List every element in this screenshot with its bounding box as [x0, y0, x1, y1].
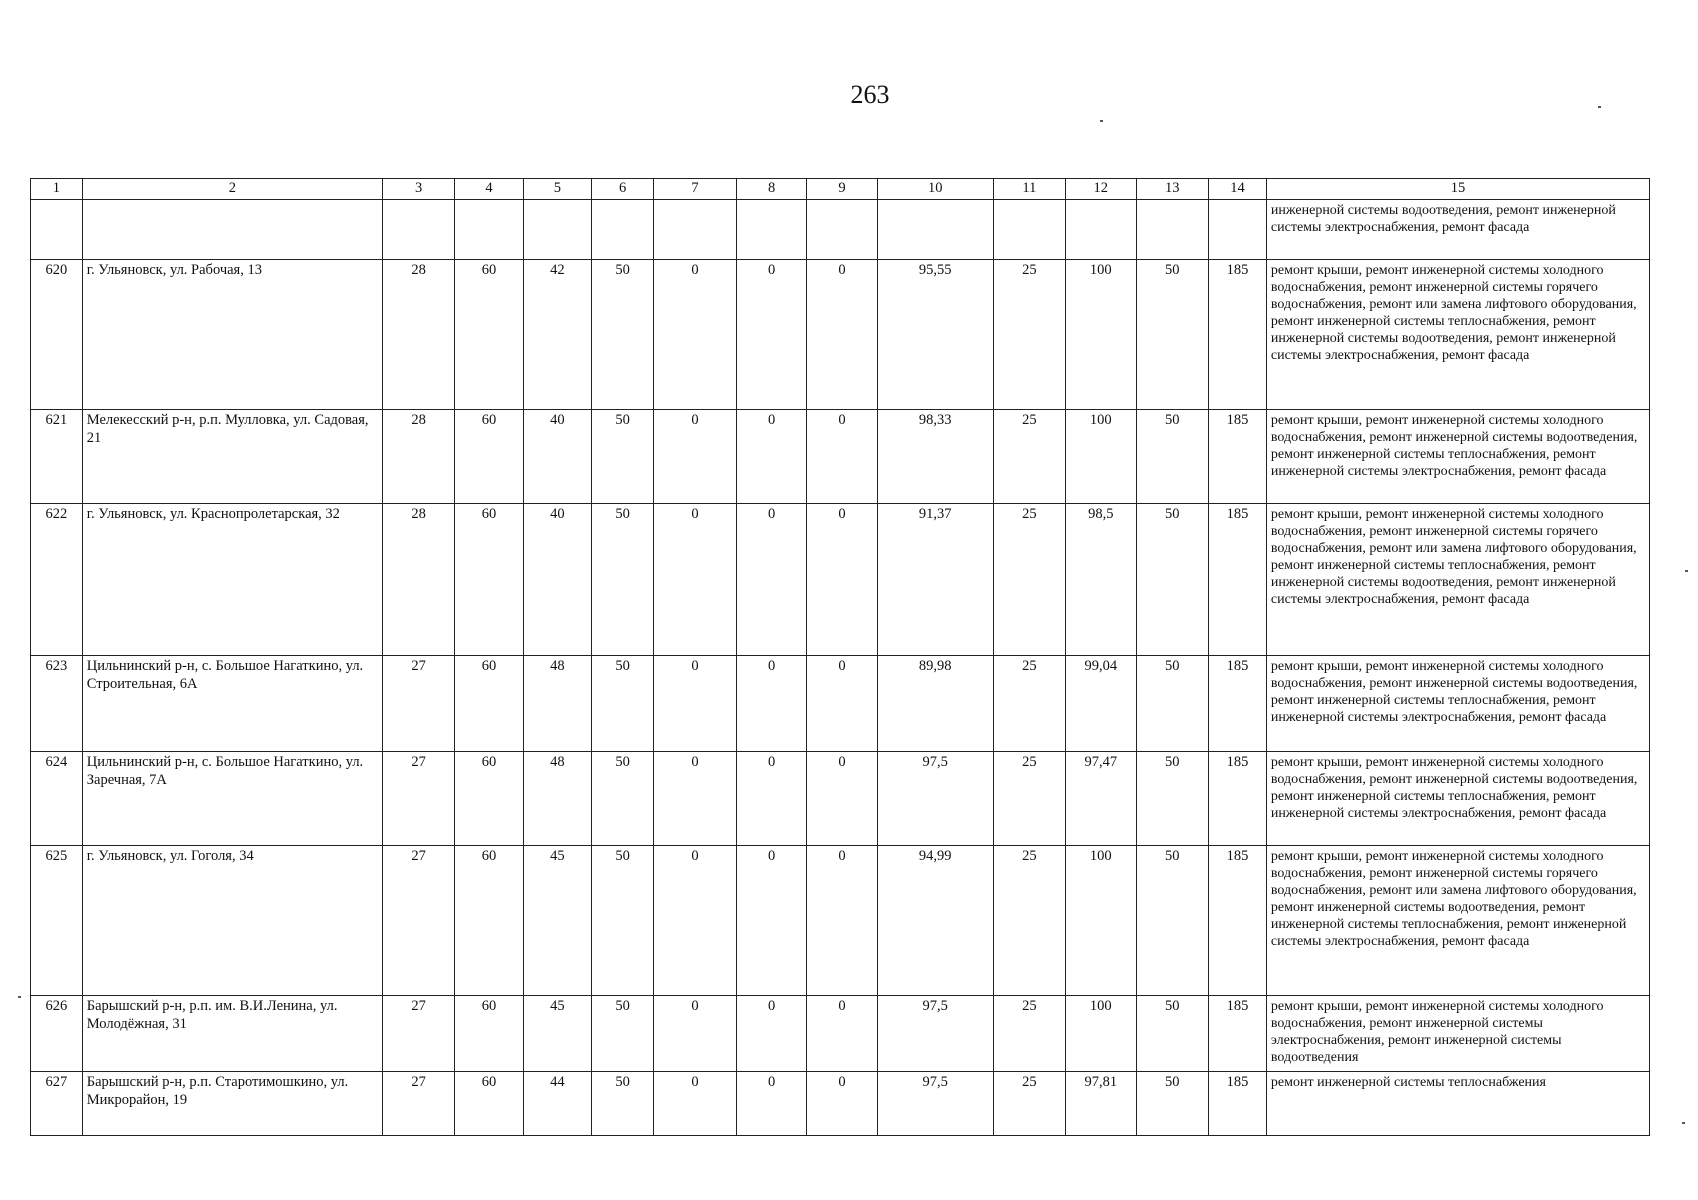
col-7-value: 0 — [654, 656, 737, 752]
col-6-value: 50 — [592, 656, 654, 752]
col-11-value: 25 — [993, 846, 1065, 996]
works-list: ремонт крыши, ремонт инженерной системы холодного водоснабжения, ремонт инженерной системы горячего водоснабжения, ремонт или замена лифтового оборудования, ремонт инженерной системы теплоснабжения, ремонт инженерной системы водоотведения, ремонт инженерной системы электроснабжения, ремонт фасада — [1266, 260, 1649, 410]
col-6-value: 50 — [592, 260, 654, 410]
table-row — [31, 410, 1650, 504]
scan-speck — [18, 996, 21, 998]
col-9-value: 0 — [807, 752, 877, 846]
col-6-value — [592, 200, 654, 260]
row-number: 623 — [31, 656, 83, 752]
col-4-value: 60 — [455, 656, 523, 752]
col-4-value: 60 — [455, 846, 523, 996]
col-4-value — [455, 200, 523, 260]
column-header: 1 — [31, 179, 83, 200]
col-10-value: 91,37 — [877, 504, 993, 656]
col-4-value: 60 — [455, 410, 523, 504]
row-number: 626 — [31, 996, 83, 1072]
col-14-value: 185 — [1208, 410, 1266, 504]
column-header: 2 — [82, 179, 382, 200]
col-14-value: 185 — [1208, 1072, 1266, 1136]
col-13-value: 50 — [1136, 656, 1208, 752]
col-14-value: 185 — [1208, 260, 1266, 410]
col-12-value: 97,47 — [1066, 752, 1136, 846]
works-list: ремонт крыши, ремонт инженерной системы холодного водоснабжения, ремонт инженерной системы водоотведения, ремонт инженерной системы теплоснабжения, ремонт инженерной системы электроснабжения, ремонт фасада — [1266, 410, 1649, 504]
col-7-value — [654, 200, 737, 260]
column-header: 5 — [523, 179, 591, 200]
row-number: 625 — [31, 846, 83, 996]
col-5-value: 44 — [523, 1072, 591, 1136]
col-9-value: 0 — [807, 996, 877, 1072]
col-8-value: 0 — [736, 656, 806, 752]
col-10-value: 89,98 — [877, 656, 993, 752]
works-list: инженерной системы водоотведения, ремонт инженерной системы электроснабжения, ремонт фасада — [1266, 200, 1649, 260]
address: Мелекесский р-н, р.п. Мулловка, ул. Садовая, 21 — [82, 410, 382, 504]
col-6-value: 50 — [592, 504, 654, 656]
row-number: 620 — [31, 260, 83, 410]
col-11-value: 25 — [993, 410, 1065, 504]
col-4-value: 60 — [455, 504, 523, 656]
col-5-value: 40 — [523, 504, 591, 656]
col-14-value: 185 — [1208, 504, 1266, 656]
row-number: 627 — [31, 1072, 83, 1136]
col-9-value: 0 — [807, 410, 877, 504]
col-13-value — [1136, 200, 1208, 260]
col-12-value: 99,04 — [1066, 656, 1136, 752]
col-6-value: 50 — [592, 996, 654, 1072]
col-12-value: 100 — [1066, 410, 1136, 504]
col-13-value: 50 — [1136, 752, 1208, 846]
col-12-value: 97,81 — [1066, 1072, 1136, 1136]
col-12-value: 98,5 — [1066, 504, 1136, 656]
row-number — [31, 200, 83, 260]
col-7-value: 0 — [654, 996, 737, 1072]
col-8-value: 0 — [736, 996, 806, 1072]
works-list: ремонт крыши, ремонт инженерной системы холодного водоснабжения, ремонт инженерной системы водоотведения, ремонт инженерной системы теплоснабжения, ремонт инженерной системы электроснабжения, ремонт фасада — [1266, 752, 1649, 846]
address: Цильнинский р-н, с. Большое Нагаткино, ул. Строительная, 6А — [82, 656, 382, 752]
col-3-value: 27 — [382, 656, 454, 752]
col-3-value: 28 — [382, 260, 454, 410]
col-8-value: 0 — [736, 752, 806, 846]
table-row — [31, 846, 1650, 996]
col-3-value: 27 — [382, 752, 454, 846]
col-9-value — [807, 200, 877, 260]
col-7-value: 0 — [654, 410, 737, 504]
address: г. Ульяновск, ул. Краснопролетарская, 32 — [82, 504, 382, 656]
table-row — [31, 656, 1650, 752]
works-list: ремонт крыши, ремонт инженерной системы холодного водоснабжения, ремонт инженерной системы горячего водоснабжения, ремонт или замена лифтового оборудования, ремонт инженерной системы водоотведения, ремонт инженерной системы теплоснабжения, ремонт инженерной системы электроснабжения, ремонт фасада — [1266, 846, 1649, 996]
col-5-value: 45 — [523, 846, 591, 996]
col-12-value: 100 — [1066, 846, 1136, 996]
col-5-value: 40 — [523, 410, 591, 504]
column-header: 12 — [1066, 179, 1136, 200]
row-number: 624 — [31, 752, 83, 846]
col-11-value: 25 — [993, 996, 1065, 1072]
column-header: 10 — [877, 179, 993, 200]
col-3-value: 27 — [382, 996, 454, 1072]
col-4-value: 60 — [455, 1072, 523, 1136]
col-7-value: 0 — [654, 752, 737, 846]
table-row — [31, 996, 1650, 1072]
table-row — [31, 1072, 1650, 1136]
scan-speck — [1598, 106, 1601, 108]
address: г. Ульяновск, ул. Гоголя, 34 — [82, 846, 382, 996]
table-row — [31, 504, 1650, 656]
address: Цильнинский р-н, с. Большое Нагаткино, ул. Заречная, 7А — [82, 752, 382, 846]
col-5-value: 45 — [523, 996, 591, 1072]
col-9-value: 0 — [807, 260, 877, 410]
col-9-value: 0 — [807, 504, 877, 656]
column-header: 3 — [382, 179, 454, 200]
col-11-value: 25 — [993, 656, 1065, 752]
col-14-value: 185 — [1208, 996, 1266, 1072]
column-header: 11 — [993, 179, 1065, 200]
col-3-value: 27 — [382, 1072, 454, 1136]
col-8-value: 0 — [736, 410, 806, 504]
address: Барышский р-н, р.п. Старотимошкино, ул. Микрорайон, 19 — [82, 1072, 382, 1136]
table-header-row — [31, 179, 1650, 200]
column-header: 8 — [736, 179, 806, 200]
col-14-value: 185 — [1208, 752, 1266, 846]
col-10-value: 94,99 — [877, 846, 993, 996]
column-header: 6 — [592, 179, 654, 200]
column-header: 4 — [455, 179, 523, 200]
col-5-value: 48 — [523, 752, 591, 846]
column-header: 13 — [1136, 179, 1208, 200]
col-3-value: 28 — [382, 504, 454, 656]
col-9-value: 0 — [807, 846, 877, 996]
address: Барышский р-н, р.п. им. В.И.Ленина, ул. Молодёжная, 31 — [82, 996, 382, 1072]
address — [82, 200, 382, 260]
col-14-value: 185 — [1208, 846, 1266, 996]
col-12-value — [1066, 200, 1136, 260]
col-3-value — [382, 200, 454, 260]
col-6-value: 50 — [592, 752, 654, 846]
row-number: 622 — [31, 504, 83, 656]
col-3-value: 28 — [382, 410, 454, 504]
col-5-value: 48 — [523, 656, 591, 752]
col-8-value: 0 — [736, 846, 806, 996]
col-11-value: 25 — [993, 504, 1065, 656]
col-8-value — [736, 200, 806, 260]
col-4-value: 60 — [455, 752, 523, 846]
works-list: ремонт крыши, ремонт инженерной системы холодного водоснабжения, ремонт инженерной системы горячего водоснабжения, ремонт или замена лифтового оборудования, ремонт инженерной системы теплоснабжения, ремонт инженерной системы водоотведения, ремонт инженерной системы электроснабжения, ремонт фасада — [1266, 504, 1649, 656]
col-9-value: 0 — [807, 656, 877, 752]
column-header: 15 — [1266, 179, 1649, 200]
works-list: ремонт крыши, ремонт инженерной системы холодного водоснабжения, ремонт инженерной системы водоотведения, ремонт инженерной системы теплоснабжения, ремонт инженерной системы электроснабжения, ремонт фасада — [1266, 656, 1649, 752]
col-6-value: 50 — [592, 846, 654, 996]
col-11-value — [993, 200, 1065, 260]
col-3-value: 27 — [382, 846, 454, 996]
col-13-value: 50 — [1136, 996, 1208, 1072]
col-8-value: 0 — [736, 260, 806, 410]
col-8-value: 0 — [736, 1072, 806, 1136]
col-5-value: 42 — [523, 260, 591, 410]
table-row — [31, 200, 1650, 260]
column-header: 9 — [807, 179, 877, 200]
col-9-value: 0 — [807, 1072, 877, 1136]
registry-table — [30, 178, 1650, 1136]
row-number: 621 — [31, 410, 83, 504]
scan-speck — [1100, 120, 1103, 122]
col-11-value: 25 — [993, 752, 1065, 846]
col-10-value: 95,55 — [877, 260, 993, 410]
col-13-value: 50 — [1136, 504, 1208, 656]
works-list: ремонт крыши, ремонт инженерной системы холодного водоснабжения, ремонт инженерной системы электроснабжения, ремонт инженерной системы водоотведения — [1266, 996, 1649, 1072]
col-4-value: 60 — [455, 260, 523, 410]
table-row — [31, 752, 1650, 846]
col-7-value: 0 — [654, 504, 737, 656]
col-6-value: 50 — [592, 1072, 654, 1136]
col-11-value: 25 — [993, 260, 1065, 410]
col-11-value: 25 — [993, 1072, 1065, 1136]
col-14-value — [1208, 200, 1266, 260]
address: г. Ульяновск, ул. Рабочая, 13 — [82, 260, 382, 410]
col-10-value: 97,5 — [877, 996, 993, 1072]
col-10-value — [877, 200, 993, 260]
column-header: 14 — [1208, 179, 1266, 200]
col-13-value: 50 — [1136, 410, 1208, 504]
col-10-value: 97,5 — [877, 752, 993, 846]
col-13-value: 50 — [1136, 260, 1208, 410]
col-12-value: 100 — [1066, 260, 1136, 410]
col-7-value: 0 — [654, 846, 737, 996]
scan-speck — [1685, 570, 1688, 572]
col-8-value: 0 — [736, 504, 806, 656]
col-13-value: 50 — [1136, 846, 1208, 996]
column-header: 7 — [654, 179, 737, 200]
col-4-value: 60 — [455, 996, 523, 1072]
scan-speck — [1682, 1122, 1685, 1124]
col-12-value: 100 — [1066, 996, 1136, 1072]
table-row — [31, 260, 1650, 410]
col-13-value: 50 — [1136, 1072, 1208, 1136]
col-7-value: 0 — [654, 260, 737, 410]
col-7-value: 0 — [654, 1072, 737, 1136]
col-10-value: 98,33 — [877, 410, 993, 504]
col-5-value — [523, 200, 591, 260]
page-number: 263 — [850, 80, 890, 109]
col-6-value: 50 — [592, 410, 654, 504]
works-list: ремонт инженерной системы теплоснабжения — [1266, 1072, 1649, 1136]
col-10-value: 97,5 — [877, 1072, 993, 1136]
col-14-value: 185 — [1208, 656, 1266, 752]
